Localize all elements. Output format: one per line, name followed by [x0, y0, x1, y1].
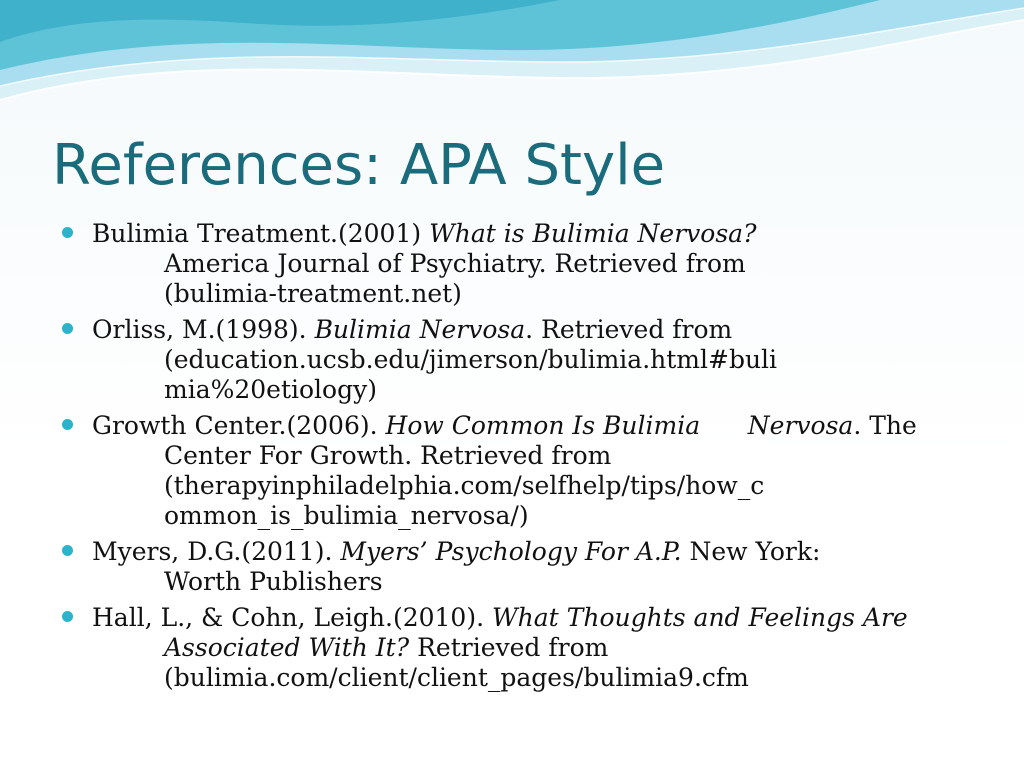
reference-line: mia%20etiology)	[164, 375, 377, 404]
reference-line: Worth Publishers	[164, 567, 383, 596]
reference-line: Center For Growth. Retrieved from	[164, 441, 612, 470]
reference-list	[62, 219, 992, 699]
reference-line: (education.ucsb.edu/jimerson/bulimia.html#buli	[164, 345, 778, 374]
reference-line: America Journal of Psychiatry. Retrieved from	[164, 249, 746, 278]
reference-line: Growth Center.(2006). How Common Is Bulimia Nervosa. The	[92, 411, 917, 440]
reference-line: ommon_is_bulimia_nervosa/)	[164, 501, 529, 530]
reference-line: (bulimia-treatment.net)	[164, 279, 462, 308]
bullet-icon	[62, 323, 73, 334]
reference-item-4	[62, 537, 992, 597]
reference-line: (therapyinphiladelphia.com/selfhelp/tips/how_c	[164, 471, 765, 500]
reference-line: Hall, L., & Cohn, Leigh.(2010). What Thoughts and Feelings Are	[92, 603, 908, 632]
bullet-icon	[62, 227, 73, 238]
reference-line: Associated With It? Retrieved from	[164, 633, 609, 662]
reference-line: Myers, D.G.(2011). Myers’ Psychology For A.P. New York:	[92, 537, 821, 566]
header-wave-decoration	[0, 0, 1024, 130]
bullet-icon	[62, 545, 73, 556]
reference-line: (bulimia.com/client/client_pages/bulimia9.cfm	[164, 663, 749, 692]
bullet-icon	[62, 419, 73, 430]
slide-title: References: APA Style	[52, 133, 666, 198]
bullet-icon	[62, 611, 73, 622]
reference-line: Orliss, M.(1998). Bulimia Nervosa. Retrieved from	[92, 315, 733, 344]
reference-line: Bulimia Treatment.(2001) What is Bulimia Nervosa?	[92, 219, 757, 248]
reference-item-1	[62, 219, 992, 309]
reference-item-2	[62, 315, 992, 405]
reference-item-3	[62, 411, 992, 531]
reference-item-5	[62, 603, 992, 693]
